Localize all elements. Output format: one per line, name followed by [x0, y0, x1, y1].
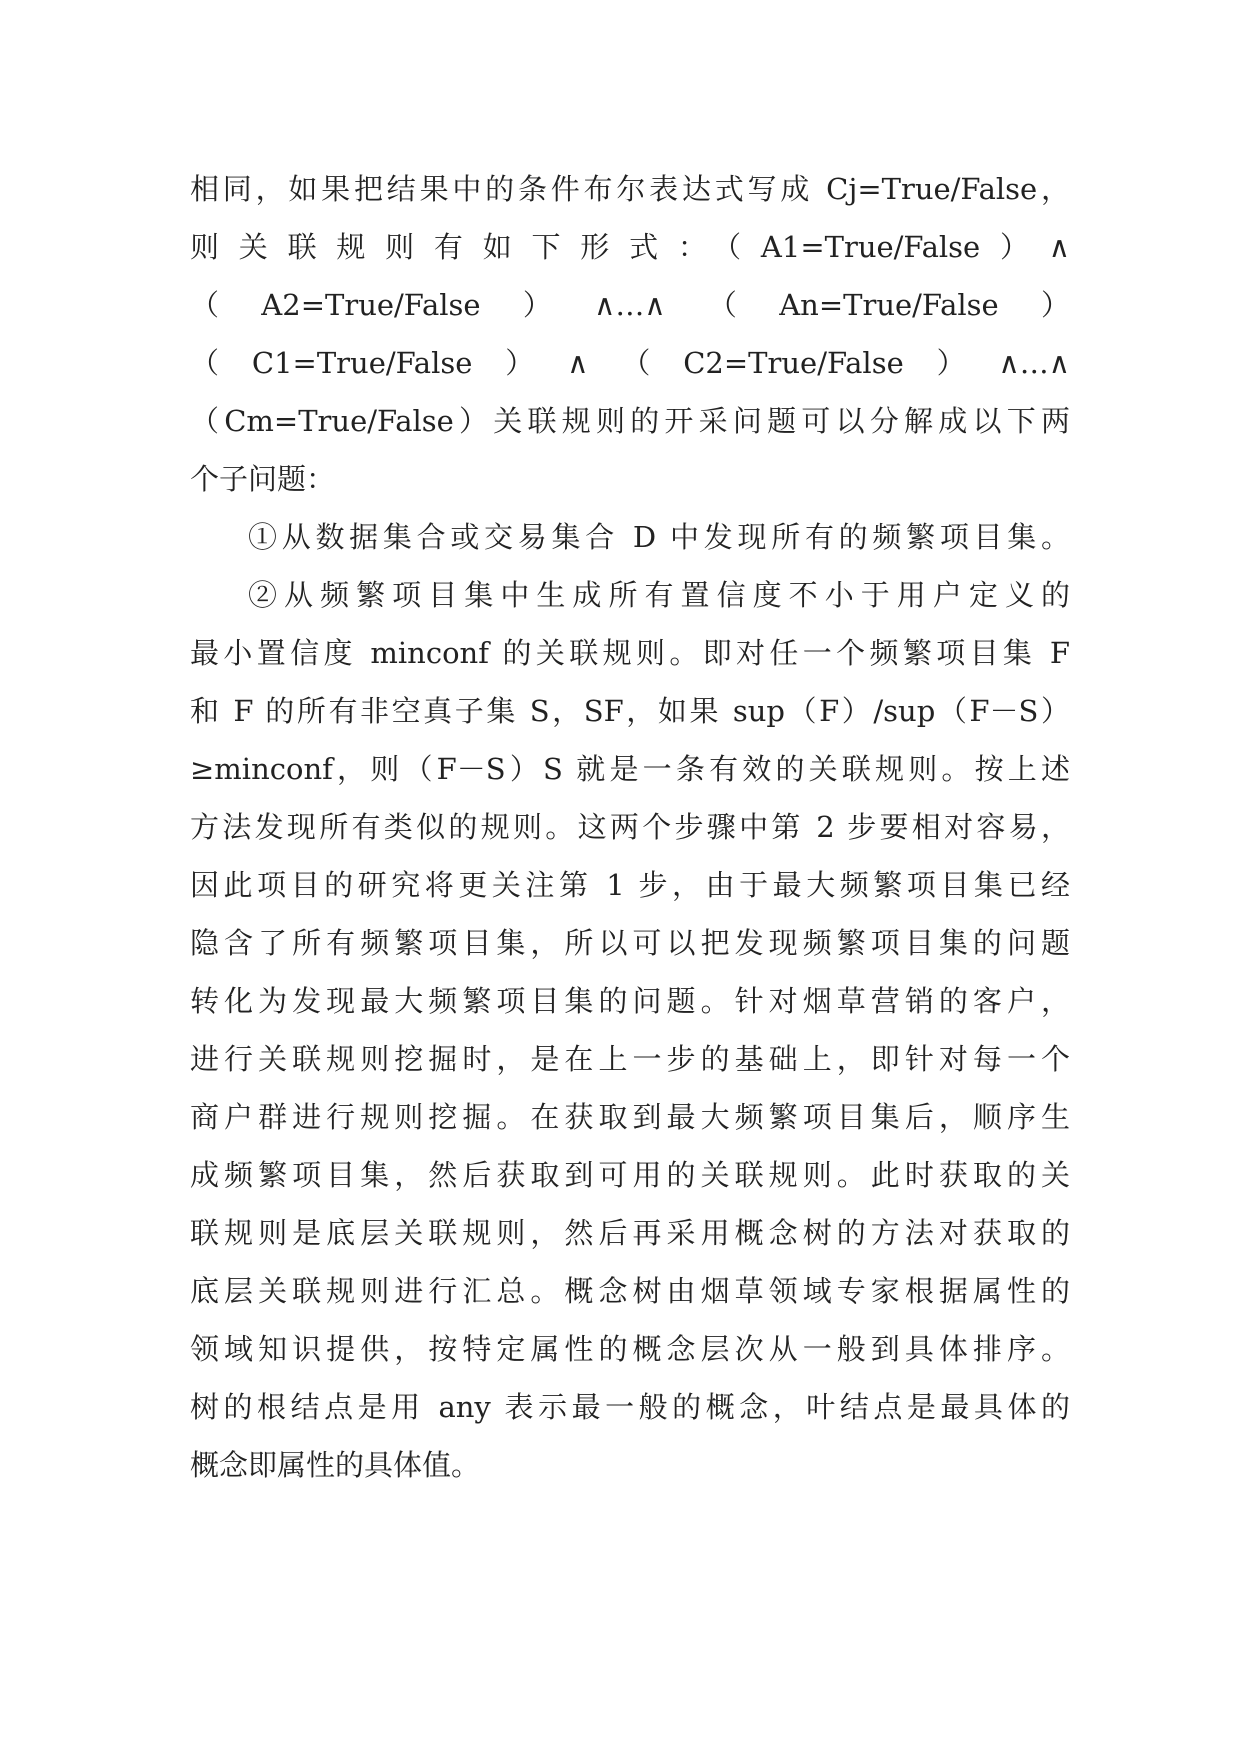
text-line: 成频繁项目集，然后获取到可用的关联规则。此时获取的关 [190, 1158, 1070, 1192]
text-line: 最小置信度 minconf 的关联规则。即对任一个频繁项目集 F [190, 636, 1070, 670]
text-line: 相同，如果把结果中的条件布尔表达式写成 Cj=True/False， [190, 172, 1070, 206]
text-line: （Cm=True/False）关联规则的开采问题可以分解成以下两 [190, 404, 1070, 438]
text-line: 概念即属性的具体值。 [190, 1448, 481, 1482]
text-line: ≥minconf，则（F－S）S 就是一条有效的关联规则。按上述 [190, 752, 1070, 786]
text-line: 商户群进行规则挖掘。在获取到最大频繁项目集后，顺序生 [190, 1100, 1070, 1134]
text-line: 隐含了所有频繁项目集，所以可以把发现频繁项目集的问题 [190, 926, 1070, 960]
text-line: 个子问题： [190, 462, 336, 496]
text-line: 因此项目的研究将更关注第 1 步，由于最大频繁项目集已经 [190, 868, 1070, 902]
text-line: 和 F 的所有非空真子集 S，SF，如果 sup（F）/sup（F－S） [190, 694, 1070, 728]
text-line: 则关联规则有如下形式：（A1=True/False）∧ [190, 230, 1070, 264]
body-text [190, 160, 1070, 1494]
text-line: 树的根结点是用 any 表示最一般的概念，叶结点是最具体的 [190, 1390, 1070, 1424]
text-line: 联规则是底层关联规则，然后再采用概念树的方法对获取的 [190, 1216, 1070, 1250]
text-line: （C1=True/False）∧（C2=True/False）∧…∧ [190, 346, 1070, 380]
text-line: 领域知识提供，按特定属性的概念层次从一般到具体排序。 [190, 1332, 1070, 1366]
text-line: 进行关联规则挖掘时，是在上一步的基础上，即针对每一个 [190, 1042, 1070, 1076]
text-line: 底层关联规则进行汇总。概念树由烟草领域专家根据属性的 [190, 1274, 1070, 1308]
list-item-1: ①从数据集合或交易集合 D 中发现所有的频繁项目集。 [248, 520, 1070, 554]
list-item-2: ②从频繁项目集中生成所有置信度不小于用户定义的 [248, 578, 1070, 612]
text-line: （A2=True/False）∧…∧（An=True/False） [190, 288, 1070, 322]
text-line: 方法发现所有类似的规则。这两个步骤中第 2 步要相对容易， [190, 810, 1070, 844]
text-line: 转化为发现最大频繁项目集的问题。针对烟草营销的客户， [190, 984, 1070, 1018]
